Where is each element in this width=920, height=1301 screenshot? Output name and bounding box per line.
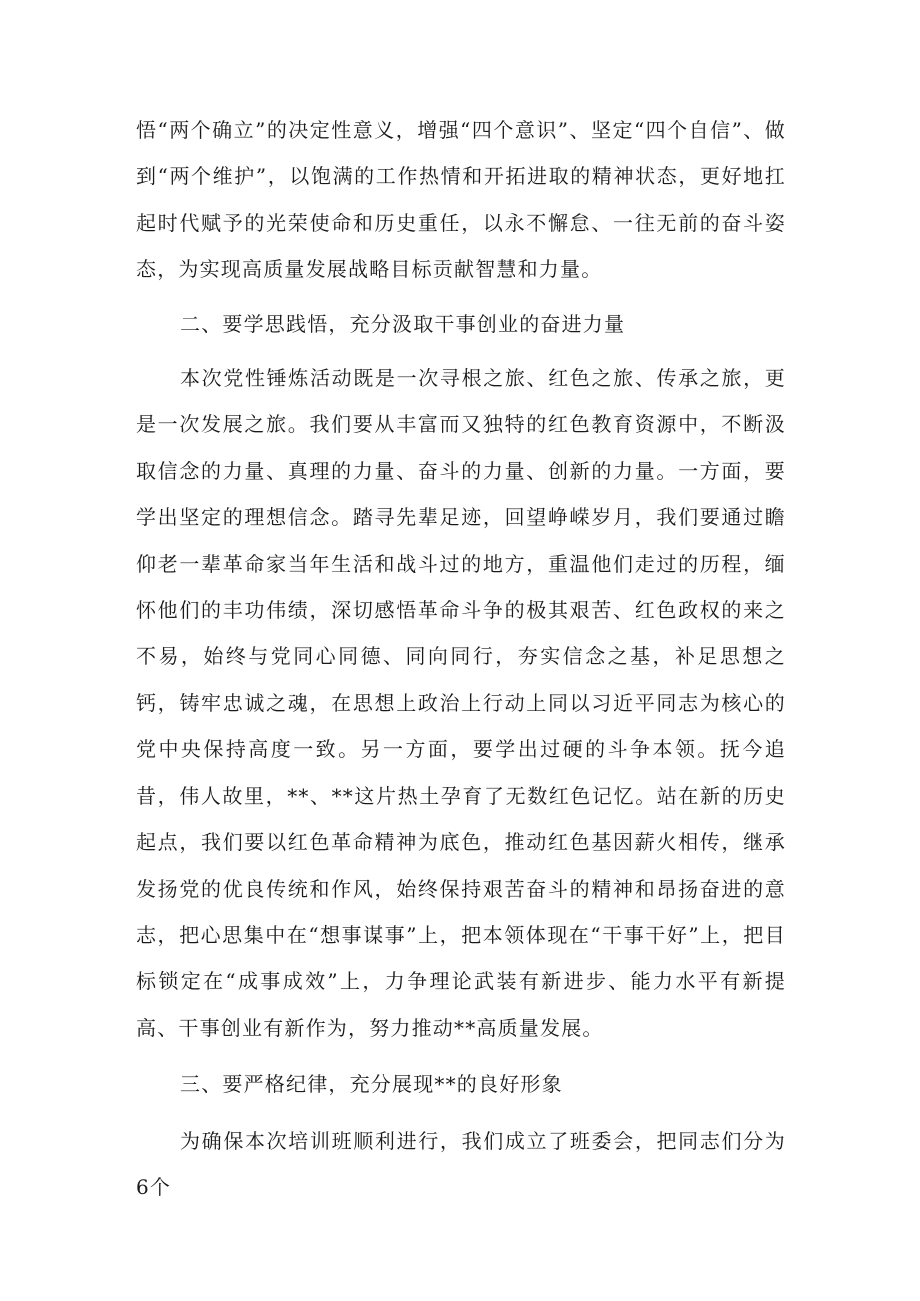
paragraph-section-3: 为确保本次培训班顺利进行，我们成立了班委会，把同志们分为6个 bbox=[136, 1128, 786, 1199]
spacer bbox=[136, 347, 786, 355]
spacer bbox=[136, 1051, 786, 1061]
paragraph-section-2: 本次党性锤炼活动既是一次寻根之旅、红色之旅、传承之旅，更是一次发展之旅。我们要从丰富而又独特的红色教育资源中，不断汲取信念的力量、真理的力量、奋斗的力量、创新的力量。一方面，要学出坚定的理想信念。踏寻先辈足迹，回望峥嵘岁月，我们要通过瞻仰老一辈革命家当年生活和战斗过的地方，重温他们走过的历程，缅怀他们的丰功伟绩，深切感悟革命斗争的极其艰苦、红色政权的来之不易，始终与党同心同德、同向同行，夯实信念之基，补足思想之钙，铸牢忠诚之魂，在思想上政治上行动上同以习近平同志为核心的党中央保持高度一致。另一方面，要学出过硬的斗争本领。抚今追昔，伟人故里，**、**这片热土孕育了无数红色记忆。站在新的历史起点，我们要以红色革命精神为底色，推动红色基因薪火相传，继承发扬党的优良传统和作风，始终保持艰苦奋斗的精神和昂扬奋进的意志，把心思集中在“想事谋事”上，把本领体现在“干事干好”上，把目标锁定在“成事成效”上，力争理论武装有新进步、能力水平有新提高、干事创业有新作为，努力推动**高质量发展。 bbox=[136, 366, 786, 1040]
spacer bbox=[136, 293, 786, 301]
section-heading-3: 三、要严格纪律，充分展现**的良好形象 bbox=[180, 1072, 563, 1097]
spacer bbox=[136, 1108, 786, 1118]
document-body bbox=[136, 107, 786, 1210]
section-heading-2: 二、要学思践悟，充分汲取干事创业的奋进力量 bbox=[180, 311, 626, 336]
paragraph-continuation: 悟“两个确立”的决定性意义，增强“四个意识”、坚定“四个自信”、做到“两个维护”，以饱满的工作热情和开拓进取的精神状态，更好地扛起时代赋予的光荣使命和历史重任，以永不懈怠、一往无前的奋斗姿态，为实现高质量发展战略目标贡献智慧和力量。 bbox=[136, 118, 786, 282]
